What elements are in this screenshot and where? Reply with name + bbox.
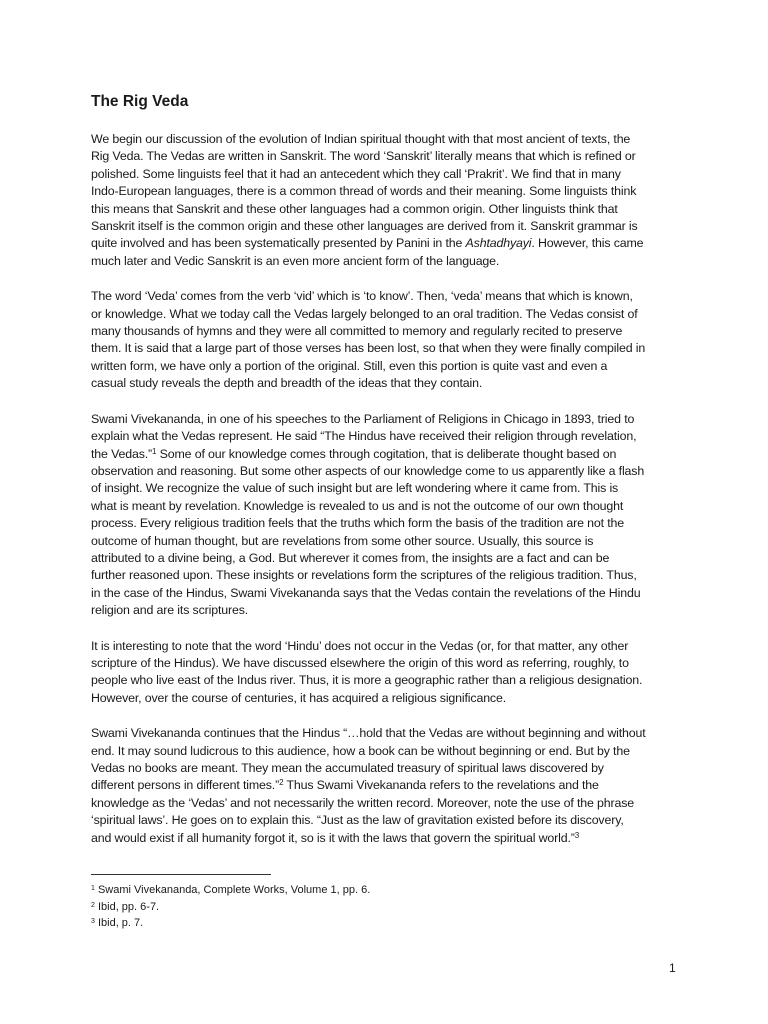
text-line: or knowledge. What we today call the Vedas largely belonged to an oral tradition. The Vedas consist of	[91, 306, 638, 321]
text-run: . However, this came	[531, 236, 644, 251]
text-line: much later and Vedic Sanskrit is an even more ancient form of the language.	[91, 253, 500, 268]
text-line: scripture of the Hindus). We have discussed elsewhere the origin of this word as referring, roughly, to	[91, 655, 629, 670]
text-line: of insight. We recognize the value of such insight but are left wondering where it came from. This is	[91, 481, 619, 496]
text-line: casual study reveals the depth and breadth of the ideas that they contain.	[91, 376, 483, 391]
text-line: Vedas no books are meant. They mean the accumulated treasury of spiritual laws discovered by	[91, 761, 604, 775]
text-line: ‘spiritual laws’. He goes on to explain this. “Just as the law of gravitation existed before its discovery,	[91, 813, 624, 828]
text-line: It is interesting to note that the word ‘Hindu’ does not occur in the Vedas (or, for that matter, any other	[91, 638, 629, 653]
text-line: religion and are its scriptures.	[91, 603, 249, 618]
text-line: this means that Sanskrit and these other languages had a common origin. Other linguists think that	[91, 201, 618, 216]
page-title: The Rig Veda	[91, 93, 189, 110]
text-line: attributed to a divine being, a God. But wherever it comes from, the insights are a fact and can be	[91, 550, 610, 565]
paragraph-1	[91, 131, 689, 270]
text-run: different persons in different times.”	[91, 778, 280, 793]
footnotes	[91, 882, 370, 932]
text-line: written form, we have only a portion of the original. Still, even this portion is quite vast and even a	[91, 358, 608, 373]
text-line: The word ‘Veda’ comes from the verb ‘vid’ which is ‘to know’. Then, ‘veda’ means that which is known,	[91, 289, 633, 304]
footnote-reference[interactable]: 2	[279, 778, 284, 788]
text-line: observation and reasoning. But some other aspects of our knowledge come to us apparently like a flash	[91, 463, 645, 478]
text-line	[91, 235, 689, 252]
footnote-reference[interactable]: 3	[574, 830, 580, 840]
text-line: Sanskrit itself is the common origin and these other languages are derived from it. Sanskrit grammar is	[91, 219, 638, 234]
text-line: in the case of the Hindus, Swami Vivekananda says that the Vedas contain the revelations of the Hindu	[91, 585, 641, 600]
paragraph-4	[91, 638, 689, 708]
footnote-item	[91, 915, 370, 932]
text-line: Indo-European languages, there is a common thread of words and their meaning. Some linguists think	[91, 184, 637, 199]
paragraph-3	[91, 411, 689, 620]
text-line: polished. Some linguists feel that it had an antecedent which they call ‘Prakrit’. We find that in many	[91, 166, 621, 181]
text-line: end. It may sound ludicrous to this audience, how a book can be without beginning or end. But by the	[91, 743, 630, 758]
paragraph-5	[91, 725, 689, 847]
paragraph-2	[91, 288, 689, 392]
text-line: Swami Vivekananda, in one of his speeches to the Parliament of Religions in Chicago in 1893, tried to	[91, 411, 635, 426]
footnote-marker: 2	[91, 901, 95, 909]
footnote-marker: 1	[91, 885, 95, 892]
text-line: However, over the course of centuries, it has acquired a religious significance.	[91, 690, 507, 705]
text-line: explain what the Vedas represent. He said “The Hindus have received their religion through revelation,	[91, 429, 637, 444]
page-number: 1	[669, 961, 676, 975]
text-run: Some of our knowledge comes through cogitation, that is deliberate thought based on	[156, 446, 617, 461]
italic-title: Ashtadhyayi	[465, 236, 532, 251]
text-line: further reasoned upon. These insights or revelations form the scriptures of the religious tradition. Thus,	[91, 568, 637, 583]
text-line: outcome of human thought, but are revelations from some other source. Usually, this source is	[91, 533, 594, 548]
text-run: Thus Swami Vivekananda refers to the revelations and the	[283, 778, 599, 793]
body-text	[91, 131, 689, 865]
text-run: quite involved and has been systematically presented by Panini in the	[91, 236, 466, 251]
text-line: Swami Vivekananda continues that the Hindus “…hold that the Vedas are without beginning and without	[91, 726, 646, 741]
text-run: and would exist if all humanity forgot it, so is it with the laws that govern the spiritual world.”	[91, 830, 575, 845]
text-line	[91, 777, 689, 794]
footnote-marker: 3	[91, 918, 95, 925]
text-line	[91, 830, 689, 847]
footnote-reference[interactable]: 1	[152, 446, 157, 456]
text-line: We begin our discussion of the evolution of Indian spiritual thought with that most ancient of texts, the	[91, 132, 631, 146]
footnote-text: Ibid, pp. 6-7.	[94, 900, 160, 913]
text-line: Rig Veda. The Vedas are written in Sanskrit. The word ‘Sanskrit’ literally means that which is refined or	[91, 149, 636, 164]
text-line: what is meant by revelation. Knowledge is revealed to us and is not the outcome of our own thought	[91, 498, 624, 513]
text-line: many thousands of hymns and they were all committed to memory and regularly recited to preserve	[91, 324, 623, 339]
footnote-item	[91, 899, 370, 916]
footnote-text: Swami Vivekananda, Complete Works, Volume 1, pp. 6.	[94, 884, 371, 896]
text-line: them. It is said that a large part of those verses has been lost, so that when they were finally compiled in	[91, 341, 646, 356]
text-line: people who live east of the Indus river. Thus, it is more a geographic rather than a religious designation.	[91, 673, 643, 688]
footnote-separator	[91, 874, 271, 875]
footnote-text: Ibid, p. 7.	[94, 917, 144, 929]
text-run: the Vedas.”	[91, 446, 153, 461]
text-line	[91, 446, 689, 463]
footnote-item	[91, 882, 370, 899]
text-line: knowledge as the ‘Vedas’ and not necessarily the written record. Moreover, note the use of the phrase	[91, 795, 634, 810]
text-line: process. Every religious tradition feels that the truths which form the basis of the tradition are not the	[91, 516, 625, 531]
